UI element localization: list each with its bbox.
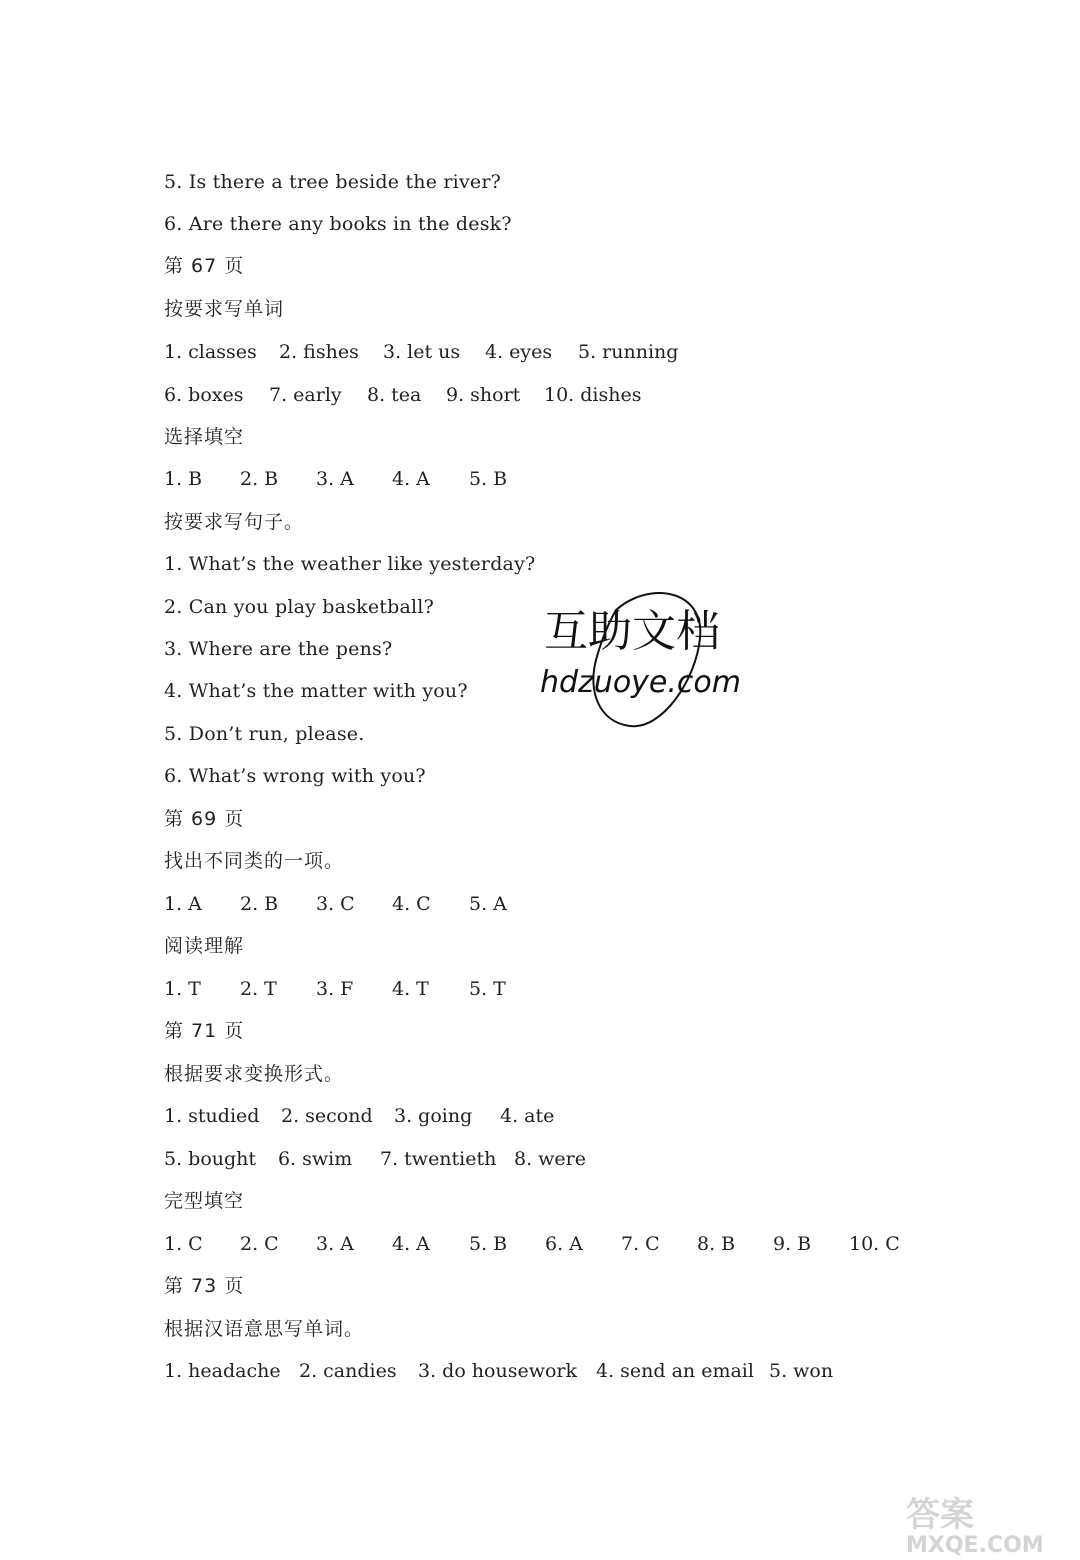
answer-item: 9. short	[446, 384, 521, 406]
answer-line: 2. Can you play basketball?	[164, 596, 434, 618]
section-heading: 阅读理解	[164, 935, 245, 957]
answer-item: 2. C	[240, 1233, 279, 1255]
answer-item: 3. do housework	[418, 1360, 578, 1382]
answer-item: 5. B	[469, 1233, 508, 1255]
section-heading: 选择填空	[164, 426, 245, 448]
answer-item: 6. swim	[278, 1148, 353, 1170]
answer-item: 1. studied	[164, 1105, 260, 1127]
answer-item: 5. running	[578, 341, 679, 363]
answer-item: 9. B	[773, 1233, 812, 1255]
answer-item: 3. C	[316, 893, 355, 915]
section-heading: 根据要求变换形式。	[164, 1063, 345, 1085]
answer-item: 5. won	[769, 1360, 834, 1382]
answer-item: 2. second	[281, 1105, 373, 1127]
answer-item: 6. A	[545, 1233, 583, 1255]
answer-item: 7. twentieth	[380, 1148, 497, 1170]
answer-item: 5. A	[469, 893, 507, 915]
answer-item: 2. fishes	[279, 341, 359, 363]
answer-item: 10. dishes	[544, 384, 642, 406]
answer-item: 1. B	[164, 468, 203, 490]
answer-item: 1. C	[164, 1233, 203, 1255]
answer-item: 1. classes	[164, 341, 257, 363]
page-heading-67: 第 67 页	[164, 255, 245, 277]
section-heading: 按要求写单词	[164, 298, 285, 320]
watermark-corner	[900, 1490, 1070, 1556]
watermark-corner-cn: 答案	[906, 1495, 974, 1535]
answer-item: 8. tea	[367, 384, 422, 406]
answer-item: 3. going	[394, 1105, 473, 1127]
answer-item: 3. let us	[383, 341, 461, 363]
answer-item: 3. A	[316, 1233, 354, 1255]
answer-item: 5. bought	[164, 1148, 257, 1170]
watermark-stamp-cn: 互助文档	[544, 606, 720, 657]
watermark-stamp-url: hdzuoye.com	[540, 665, 741, 700]
answer-item: 7. early	[269, 384, 342, 406]
answer-item: 3. A	[316, 468, 354, 490]
answer-item: 2. candies	[299, 1360, 397, 1382]
answer-item: 8. B	[697, 1233, 736, 1255]
answer-line: 1. What’s the weather like yesterday?	[164, 553, 536, 575]
answer-item: 2. T	[240, 978, 277, 1000]
answer-item: 4. A	[392, 1233, 430, 1255]
section-heading: 根据汉语意思写单词。	[164, 1318, 365, 1340]
answer-item: 6. boxes	[164, 384, 244, 406]
answer-line: 5. Is there a tree beside the river?	[164, 171, 502, 193]
answer-line: 6. What’s wrong with you?	[164, 765, 426, 787]
answer-item: 4. ate	[500, 1105, 555, 1127]
answer-item: 1. A	[164, 893, 202, 915]
section-heading: 找出不同类的一项。	[164, 850, 345, 872]
answer-item: 4. send an email	[596, 1360, 754, 1382]
answer-line: 6. Are there any books in the desk?	[164, 213, 512, 235]
answer-item: 7. C	[621, 1233, 660, 1255]
answer-item: 4. A	[392, 468, 430, 490]
answer-item: 3. F	[316, 978, 354, 1000]
watermark-stamp	[530, 580, 770, 730]
section-heading: 按要求写句子。	[164, 511, 305, 533]
answer-line: 3. Where are the pens?	[164, 638, 393, 660]
answer-item: 2. B	[240, 893, 279, 915]
answer-item: 4. C	[392, 893, 431, 915]
answer-line: 4. What’s the matter with you?	[164, 680, 468, 702]
answer-line: 5. Don’t run, please.	[164, 723, 365, 745]
answer-item: 5. T	[469, 978, 506, 1000]
answer-item: 10. C	[849, 1233, 900, 1255]
page-heading-73: 第 73 页	[164, 1275, 245, 1297]
page-heading-69: 第 69 页	[164, 808, 245, 830]
page-heading-71: 第 71 页	[164, 1020, 245, 1042]
answer-item: 8. were	[514, 1148, 587, 1170]
answer-item: 1. headache	[164, 1360, 281, 1382]
answer-item: 1. T	[164, 978, 201, 1000]
section-heading: 完型填空	[164, 1190, 245, 1212]
answer-item: 2. B	[240, 468, 279, 490]
answer-item: 4. T	[392, 978, 429, 1000]
answer-item: 4. eyes	[485, 341, 553, 363]
answer-item: 5. B	[469, 468, 508, 490]
watermark-corner-url: MXQE.COM	[906, 1533, 1044, 1556]
